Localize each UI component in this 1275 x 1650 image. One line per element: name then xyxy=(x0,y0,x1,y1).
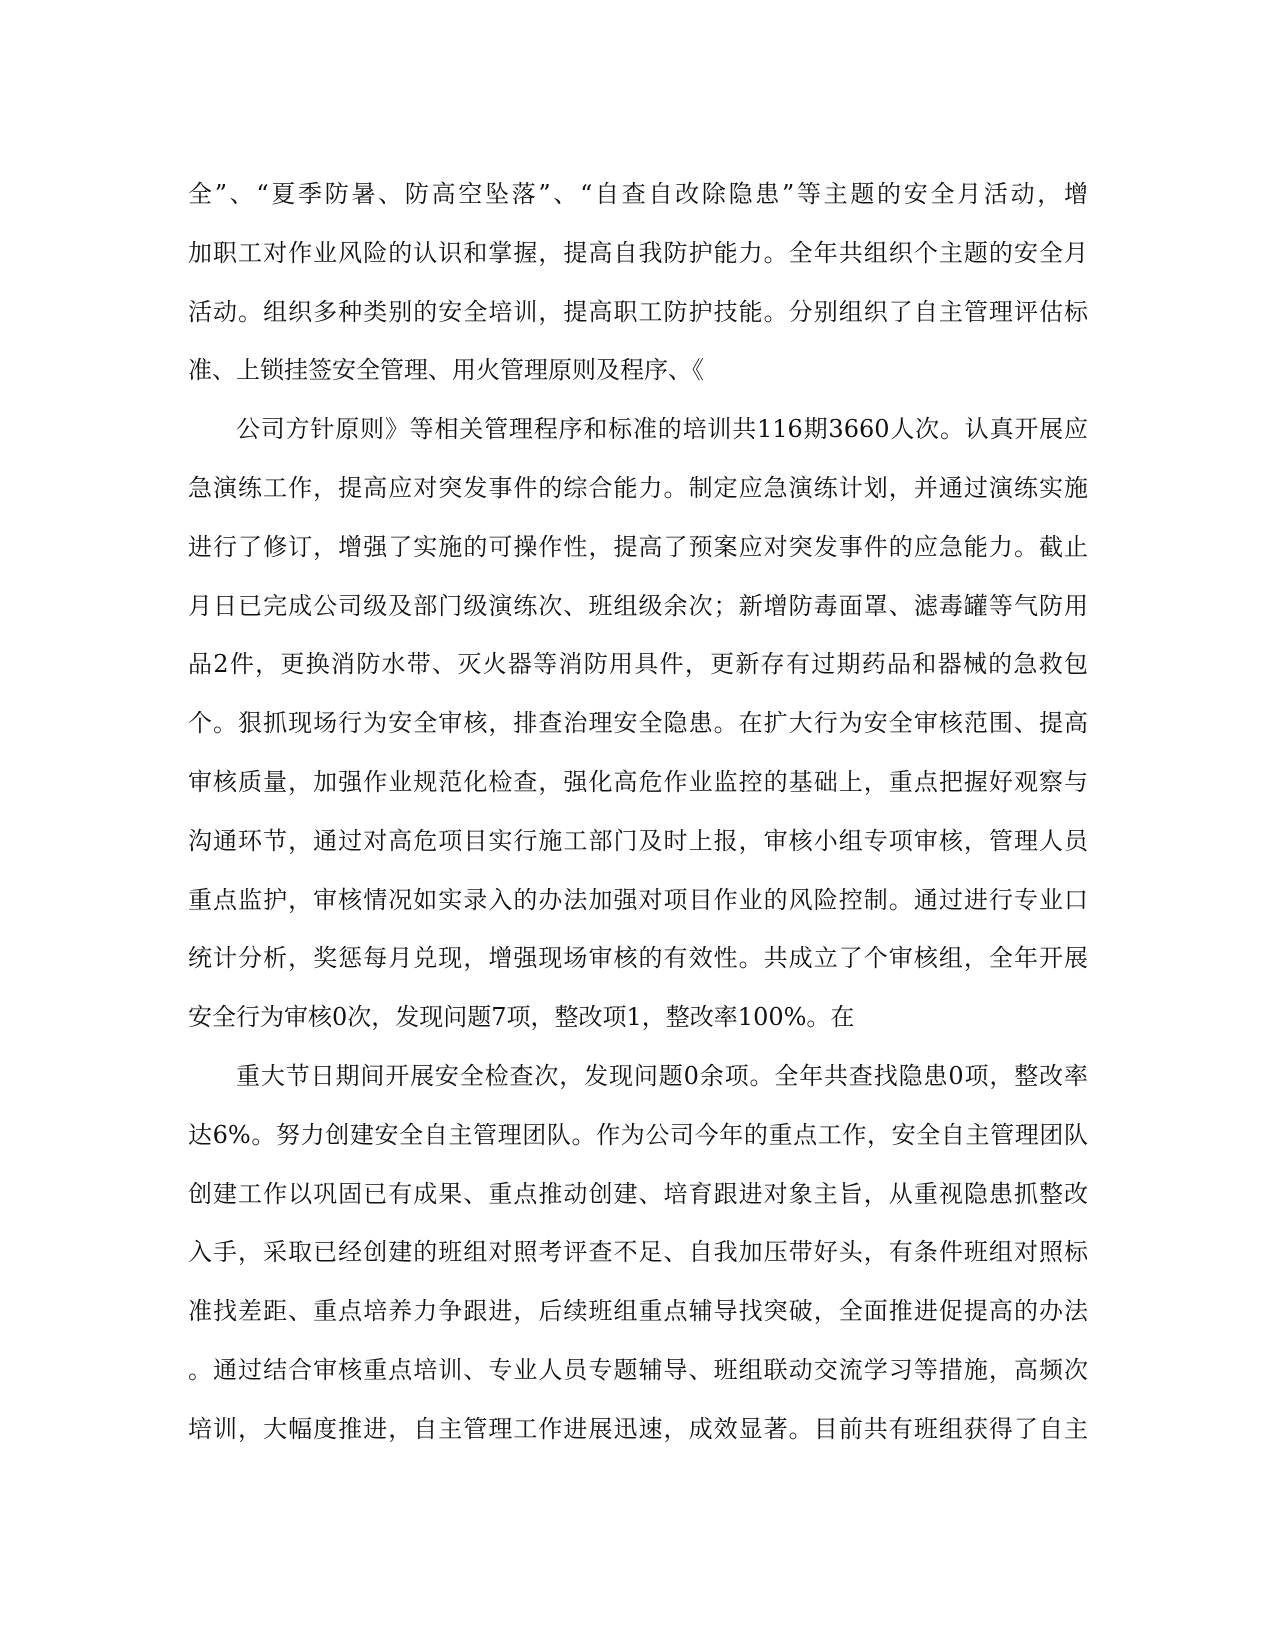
text-line: 沟通环节，通过对高危项目实行施工部门及时上报，审核小组专项审核，管理人员 xyxy=(188,826,1088,855)
body-text xyxy=(188,165,1088,1459)
text-line: 统计分析，奖惩每月兑现，增强现场审核的有效性。共成立了个审核组，全年开展 xyxy=(188,944,1088,973)
text-line: 重点监护，审核情况如实录入的办法加强对项目作业的风险控制。通过进行专业口 xyxy=(188,885,1088,914)
text-line: 月日已完成公司级及部门级演练次、班组级余次；新增防毒面罩、滤毒罐等气防用 xyxy=(188,591,1088,620)
text-line: 重大节日期间开展安全检查次，发现问题0余项。全年共查找隐患0项，整改率 xyxy=(236,1061,1088,1090)
text-line: 安全行为审核0次，发现问题7项，整改项1，整改率100%。在 xyxy=(188,1003,855,1032)
text-line: 达6%。努力创建安全自主管理团队。作为公司今年的重点工作，安全自主管理团队 xyxy=(188,1120,1088,1149)
text-line: 准、上锁挂签安全管理、用火管理原则及程序、《 xyxy=(188,356,704,385)
text-line: 创建工作以巩固已有成果、重点推动创建、培育跟进对象主旨，从重视隐患抓整改 xyxy=(188,1179,1088,1208)
text-line: 培训，大幅度推进，自主管理工作进展迅速，成效显著。目前共有班组获得了自主 xyxy=(188,1414,1088,1443)
text-line: 活动。组织多种类别的安全培训，提高职工防护技能。分别组织了自主管理评估标 xyxy=(188,297,1088,326)
text-line: 进行了修订，增强了实施的可操作性，提高了预案应对突发事件的应急能力。截止 xyxy=(188,532,1088,561)
text-line: 全”、“夏季防暑、防高空坠落”、“自查自改除隐患”等主题的安全月活动，增 xyxy=(188,180,1088,208)
text-line: 品2件，更换消防水带、灭火器等消防用具件，更新存有过期药品和器械的急救包 xyxy=(188,650,1088,679)
text-line: 。通过结合审核重点培训、专业人员专题辅导、班组联动交流学习等措施，高频次 xyxy=(188,1355,1088,1384)
text-line: 审核质量，加强作业规范化检查，强化高危作业监控的基础上，重点把握好观察与 xyxy=(188,767,1088,796)
text-line: 急演练工作，提高应对突发事件的综合能力。制定应急演练计划，并通过演练实施 xyxy=(188,473,1088,502)
text-line: 准找差距、重点培养力争跟进，后续班组重点辅导找突破，全面推进促提高的办法 xyxy=(188,1297,1088,1326)
text-line: 个。狠抓现场行为安全审核，排查治理安全隐患。在扩大行为安全审核范围、提高 xyxy=(188,709,1088,738)
text-line: 公司方针原则》等相关管理程序和标准的培训共116期3660人次。认真开展应 xyxy=(236,415,1088,444)
text-line: 入手，采取已经创建的班组对照考评查不足、自我加压带好头，有条件班组对照标 xyxy=(188,1238,1088,1267)
text-line: 加职工对作业风险的认识和掌握，提高自我防护能力。全年共组织个主题的安全月 xyxy=(188,238,1088,267)
